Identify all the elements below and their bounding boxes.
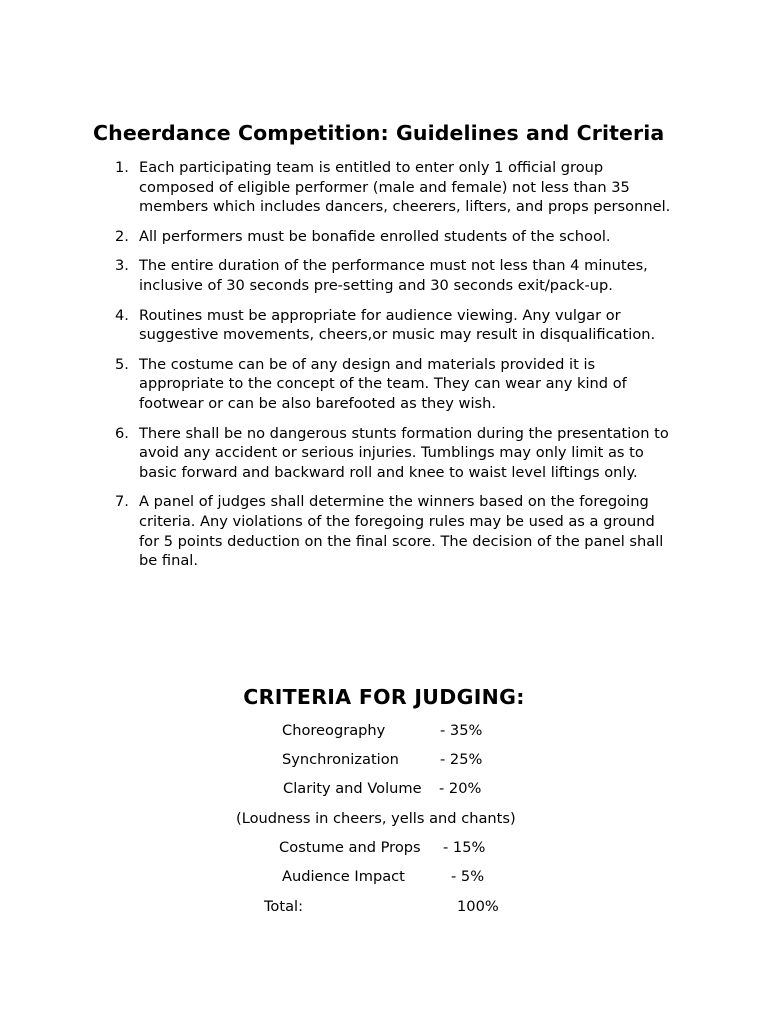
guideline-text: There shall be no dangerous stunts formation during the presentation to avoid any accident or serious injuries. Tumblings may only limit as to basic forward and backward roll and knee to waist level liftings only. (139, 424, 669, 481)
guideline-number: 7. (115, 493, 129, 511)
criteria-value: - 35% (440, 722, 483, 739)
guideline-item (0, 424, 679, 483)
criteria-value: - 5% (451, 868, 485, 885)
criteria-value: - 25% (440, 751, 483, 768)
guidelines-list (0, 158, 768, 581)
guideline-text: Routines must be appropriate for audience viewing. Any vulgar or suggestive movements, cheers,or music may result in disqualification. (139, 306, 656, 344)
criteria-label: Synchronization (282, 751, 399, 768)
criteria-label: Costume and Props (279, 839, 421, 856)
guideline-item (0, 158, 679, 217)
criteria-label: Audience Impact (282, 868, 405, 885)
criteria-total-label: Total: (264, 898, 303, 915)
guideline-text: The entire duration of the performance must not less than 4 minutes, inclusive of 30 seconds pre-setting and 30 seconds exit/pack-up. (139, 257, 648, 294)
guideline-number: 4. (115, 306, 129, 324)
guideline-number: 1. (115, 159, 129, 176)
criteria-value: - 15% (443, 839, 486, 856)
guideline-number: 3. (115, 257, 129, 275)
guideline-text: All performers must be bonafide enrolled students of the school. (139, 227, 611, 245)
guideline-item (0, 306, 679, 345)
guideline-item (0, 492, 679, 570)
criteria-label: Choreography (282, 722, 386, 739)
guideline-number: 2. (115, 227, 129, 245)
guideline-number: 6. (115, 424, 129, 442)
criteria-heading: CRITERIA FOR JUDGING: (243, 685, 525, 709)
document-title: Cheerdance Competition: Guidelines and Criteria (93, 121, 665, 145)
guideline-text: Each participating team is entitled to enter only 1 official group composed of eligible performer (male and female) not less than 35 members which includes dancers, cheerers, lifters, and props personnel. (139, 159, 671, 216)
guideline-item (0, 355, 679, 414)
guideline-text: A panel of judges shall determine the winners based on the foregoing criteria. Any violations of the foregoing rules may be used as a ground for 5 points deduction on the final score. The decision of the panel shall be final. (139, 493, 664, 570)
guideline-item (0, 227, 679, 247)
criteria-note: (Loudness in cheers, yells and chants) (236, 810, 516, 827)
criteria-total-value: 100% (457, 898, 499, 915)
guideline-text: The costume can be of any design and materials provided it is appropriate to the concept of the team. They can wear any kind of footwear or can be also barefooted as they wish. (139, 355, 627, 412)
criteria-label: Clarity and Volume (283, 780, 422, 797)
criteria-value: - 20% (439, 780, 482, 797)
guideline-number: 5. (115, 355, 129, 373)
guideline-item (0, 256, 679, 295)
